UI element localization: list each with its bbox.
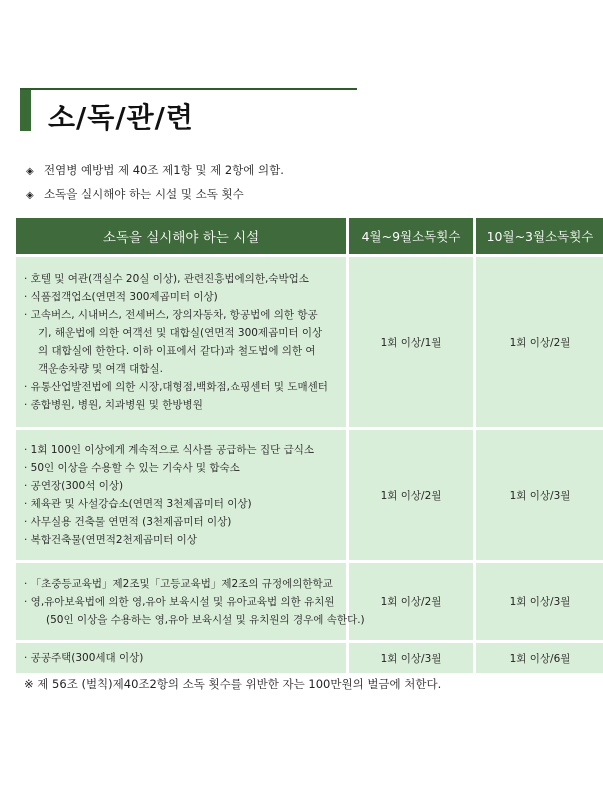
intro-text: 소독을 실시해야 하는 시설 및 소독 횟수 xyxy=(44,187,244,201)
summer-frequency: 1회 이상/2월 xyxy=(349,430,473,560)
facility-item-continued: 객운송차량 및 여객 대합실. xyxy=(38,363,163,375)
facility-item: · 복합건축물(연면적2천제곱미터 이상 xyxy=(24,534,197,546)
intro-line-subject xyxy=(26,186,244,202)
winter-frequency: 1회 이상/6월 xyxy=(476,643,603,673)
facility-item-continued: 기, 해운법에 의한 여객선 및 대합실(연면적 300제곱미터 이상 xyxy=(38,327,323,339)
facility-item: · 종합병원, 병원, 치과병원 및 한방병원 xyxy=(24,399,203,411)
facility-item: · 체육관 및 사설강습소(연면적 3천제곱미터 이상) xyxy=(24,498,252,510)
header-summer-frequency: 4월~9월소독횟수 xyxy=(349,218,473,254)
facility-item-continued: (50인 이상을 수용하는 영,유아 보육시설 및 유치원의 경우에 속한다.) xyxy=(46,613,365,626)
facility-item: · 공공주택(300세대 이상) xyxy=(24,652,144,664)
penalty-footnote: ※ 제 56조 (벌칙)제40조2항의 소독 횟수를 위반한 자는 100만원의 벌금에 처한다. xyxy=(24,677,442,691)
facility-item: · 호텔 및 여관(객실수 20실 이상), 관련진흥법에의한,숙박업소 xyxy=(24,273,309,285)
winter-frequency: 1회 이상/2월 xyxy=(476,257,603,427)
title-rule xyxy=(20,88,357,90)
summer-frequency: 1회 이상/1월 xyxy=(349,257,473,427)
facility-list xyxy=(16,643,346,673)
facility-item: · 식품접객업소(연면적 300제곱미터 이상) xyxy=(24,291,218,303)
facility-item: · 사무실용 건축물 연면적 (3천제곱미터 이상) xyxy=(24,516,232,528)
summer-frequency: 1회 이상/2월 xyxy=(349,563,473,640)
facility-list xyxy=(16,430,346,560)
page-title: 소/독/관/련 xyxy=(48,101,194,134)
summer-frequency: 1회 이상/3월 xyxy=(349,643,473,673)
facility-item: · 유통산업발전법에 의한 시장,대형점,백화점,쇼핑센터 및 도매센터 xyxy=(24,381,328,393)
facility-item: · 공연장(300석 이상) xyxy=(24,480,124,492)
facility-item: · 영,유아보육법에 의한 영,유아 보육시설 및 유아교육법 의한 유치원 xyxy=(24,595,335,608)
winter-frequency: 1회 이상/3월 xyxy=(476,430,603,560)
page-title-block xyxy=(20,88,357,132)
winter-frequency: 1회 이상/3월 xyxy=(476,563,603,640)
diamond-bullet-icon: ◈ xyxy=(26,166,34,177)
intro-text: 전염병 예방법 제 40조 제1항 및 제 2항에 의함. xyxy=(44,163,284,177)
table-row xyxy=(16,430,603,560)
facility-item: · 1회 100인 이상에게 계속적으로 식사를 공급하는 집단 급식소 xyxy=(24,444,315,456)
facility-item-continued: 의 대합실에 한한다. 이하 이표에서 같다)과 철도법에 의한 여 xyxy=(38,345,316,357)
table-row xyxy=(16,257,603,427)
intro-line-law xyxy=(26,162,284,178)
facility-item: · 50인 이상을 수용할 수 있는 기숙사 및 합숙소 xyxy=(24,462,240,474)
table-row xyxy=(16,563,603,640)
disinfection-table xyxy=(13,215,603,676)
header-winter-frequency: 10월~3월소독횟수 xyxy=(476,218,603,254)
header-facility: 소독을 실시해야 하는 시설 xyxy=(16,218,346,254)
facility-list xyxy=(16,257,346,427)
facility-list xyxy=(16,563,365,640)
facility-item: · 고속버스, 시내버스, 전세버스, 장의자동차, 항공법에 의한 항공 xyxy=(24,309,318,321)
table-row xyxy=(16,643,603,673)
title-accent-bar xyxy=(20,90,31,131)
table-header-row xyxy=(16,218,603,254)
facility-item: · 「초중등교육법」제2조및「고등교육법」제2조의 규정에의한학교 xyxy=(24,577,333,590)
diamond-bullet-icon: ◈ xyxy=(26,190,34,201)
